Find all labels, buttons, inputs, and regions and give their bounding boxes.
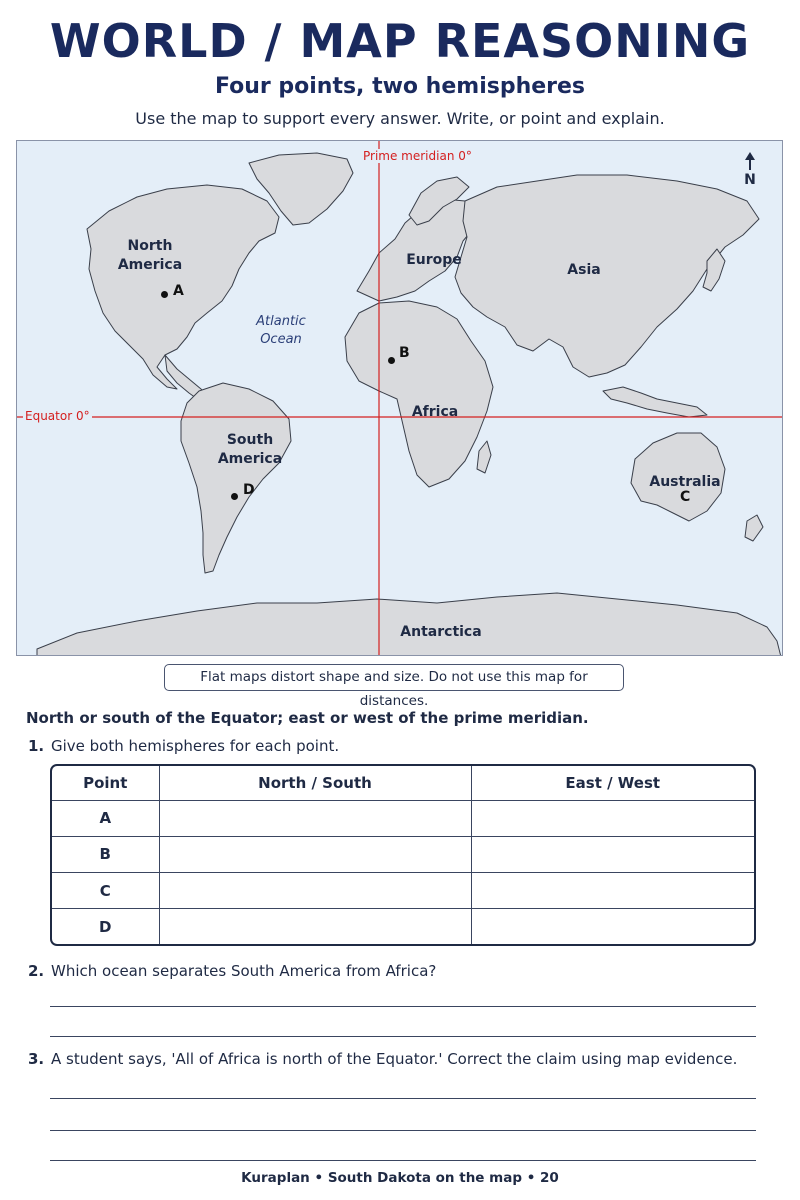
madagascar-shape (477, 441, 491, 473)
point-b-dot (388, 357, 395, 364)
east-west-answer-cell[interactable] (471, 800, 754, 836)
table-row (52, 909, 754, 944)
column-header-north-south: North / South (159, 766, 471, 800)
prime-meridian-label: Prime meridian 0° (363, 149, 472, 163)
antarctica-label: Antarctica (400, 624, 482, 640)
south-america-shape (181, 383, 291, 573)
hemisphere-answer-table (50, 764, 756, 946)
question-2-number: 2. (28, 962, 45, 980)
column-header-east-west: East / West (471, 766, 754, 800)
europe-label: Europe (406, 252, 462, 268)
page-title: WORLD / MAP REASONING (49, 14, 751, 68)
east-west-answer-cell[interactable] (471, 836, 754, 872)
north-arrow-label: N (744, 172, 756, 188)
page-subtitle: Four points, two hemispheres (214, 74, 586, 99)
point-c-label: C (680, 489, 691, 505)
east-west-answer-cell[interactable] (471, 872, 754, 908)
north-south-answer-cell[interactable] (159, 872, 471, 908)
section-heading: North or south of the Equator; east or west of the prime meridian. (26, 709, 589, 727)
table-row (52, 800, 754, 836)
question-2-text: Which ocean separates South America from Africa? (51, 962, 437, 980)
atlantic-ocean-label: Atlantic Ocean (256, 314, 306, 347)
new-zealand-shape (745, 515, 763, 541)
south-america-label: South America (217, 432, 283, 467)
answer-line[interactable] (50, 1160, 756, 1161)
question-3-text: A student says, 'All of Africa is north of the Equator.' Correct the claim using map evidence. (51, 1050, 738, 1068)
row-point: B (52, 836, 159, 872)
point-a-dot (161, 291, 168, 298)
question-1-text: Give both hemispheres for each point. (51, 737, 340, 755)
page-footer: Kuraplan • South Dakota on the map • 20 (241, 1170, 559, 1186)
question-1-number: 1. (28, 737, 45, 755)
answer-line[interactable] (50, 1130, 756, 1131)
row-point: D (52, 909, 159, 944)
africa-shape (345, 301, 493, 487)
equator-label: Equator 0° (25, 409, 90, 423)
map-distortion-note: Flat maps distort shape and size. Do not use this map for distances. (164, 664, 624, 691)
table-row (52, 836, 754, 872)
table-row (52, 872, 754, 908)
row-point: A (52, 800, 159, 836)
answer-line[interactable] (50, 1036, 756, 1037)
point-b-label: B (399, 345, 410, 361)
answer-line[interactable] (50, 1098, 756, 1099)
point-d-label: D (243, 482, 255, 498)
east-west-answer-cell[interactable] (471, 909, 754, 944)
indonesia-shape (603, 387, 707, 417)
north-south-answer-cell[interactable] (159, 836, 471, 872)
point-a-label: A (173, 283, 184, 299)
africa-label: Africa (411, 404, 459, 420)
world-map (16, 140, 783, 656)
point-d-dot (231, 493, 238, 500)
australia-label: Australia (649, 474, 721, 490)
world-map-drawing (17, 141, 783, 656)
instructions-text: Use the map to support every answer. Write, or point and explain. (135, 109, 665, 128)
north-south-answer-cell[interactable] (159, 800, 471, 836)
question-3-number: 3. (28, 1050, 45, 1068)
row-point: C (52, 872, 159, 908)
answer-line[interactable] (50, 1006, 756, 1007)
north-america-label: North America (117, 238, 183, 273)
north-arrow-icon (740, 152, 760, 192)
asia-label: Asia (567, 262, 601, 278)
north-south-answer-cell[interactable] (159, 909, 471, 944)
column-header-point: Point (52, 766, 159, 800)
